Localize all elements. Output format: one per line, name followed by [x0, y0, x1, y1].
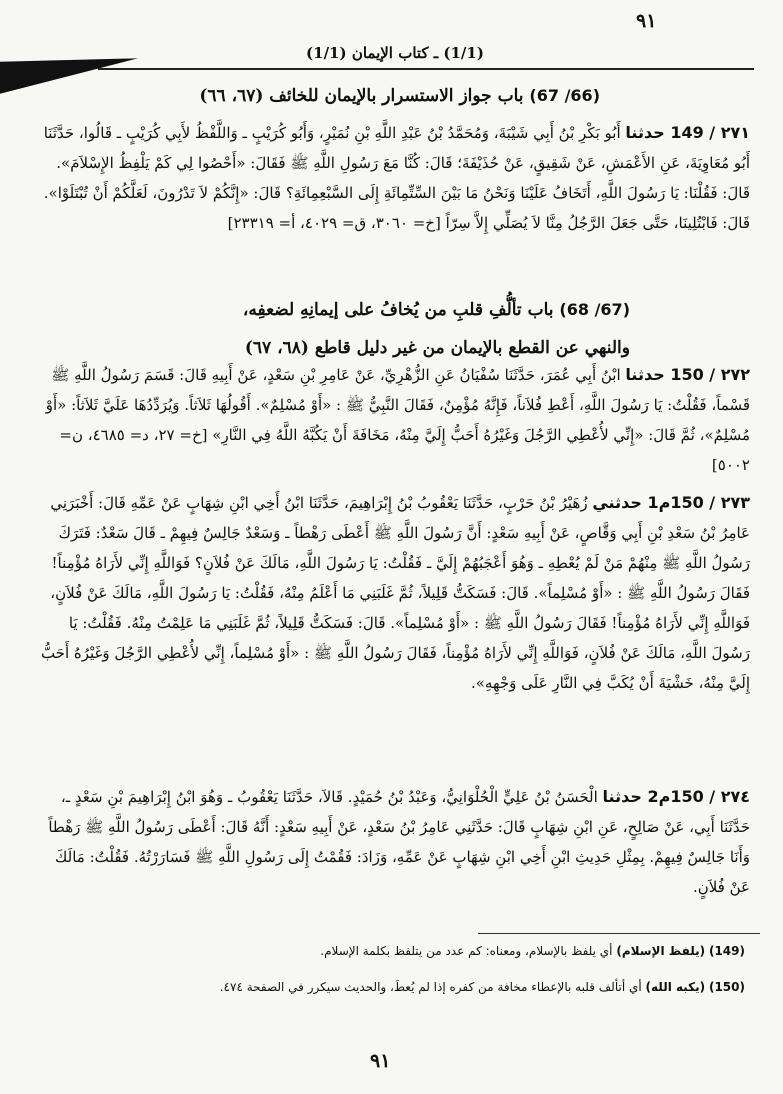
- hadith-label: ٢٧٤ / 150م2 حدثنا: [602, 787, 750, 806]
- header-rule: [98, 68, 754, 70]
- hadith-text: زُهَيْرُ بْنُ حَرْبٍ، حَدَّثَنَا يَعْقُوبُ بْنُ إِبْرَاهِيمَ، حَدَّثَنَا ابْنُ أَخِي ابْنِ شِهَابٍ عَنْ عَمِّهِ قَالَ: أَخْبَرَنِي عَامِرُ بْنُ سَعْدِ بْنِ أَبِي وَقَّاصٍ، عَنْ أَبِيهِ سَعْدٍ: أَنَّ رَسُولَ اللَّهِ ﷺ أَعْطَى رَهْطاً ـ وَسَعْدٌ جَالِسٌ فِيهِمْ ـ قَالَ سَعْدٌ: فَتَرَكَ رَسُولُ اللَّهِ ﷺ مِنْهُمْ مَنْ لَمْ يُعْطِهِ ـ وَهُوَ أَعْجَبُهُمْ إِلَيَّ ـ فَقُلْتُ: يَا رَسُولَ اللَّهِ، مَالَكَ عَنْ فُلاَنٍ؟ فَوَاللَّهِ إِنِّي لأَرَاهُ مُؤْمِناً! فَقَالَ رَسُولُ اللَّهِ ﷺ : «أَوْ مُسْلِماً». قَالَ: فَسَكَتُّ قَلِيلاً، ثُمَّ غَلَبَنِي مَا أَعْلَمُ مِنْهُ، فَقُلْتُ: يَا رَسُولَ اللَّهِ، مَالَكَ عَنْ فُلاَنٍ، فَوَاللَّهِ إِنِّي لأَرَاهُ مُؤْمِناً! فَقَالَ رَسُولُ اللَّهِ ﷺ : «أَوْ مُسْلِماً». قَالَ: فَسَكَتُّ قَلِيلاً، ثُمَّ غَلَبَنِي مَا عَلِمْتُ مِنْهُ. فَقُلْتُ: يَا رَسُولَ اللَّهِ، مَالَكَ عَنْ فُلاَنٍ، فَوَاللَّهِ إِنِّي لأَرَاهُ مُؤْمِناً، فَقَالَ رَسُولُ اللَّهِ ﷺ : «أَوْ مُسْلِماً، إِنِّي لأُعْطِي الرَّجُلَ وَغَيْرُهُ أَحَبُّ إِلَيَّ مِنْهُ، خَشْيَةَ أَنْ يُكَبَّ فِي النَّارِ عَلَى وَجْهِهِ».: [40, 494, 750, 692]
- hadith-xref: [خ= ٣٠٦٠، ق= ٤٠٢٩، أ= ٢٣٣١٩]: [227, 214, 441, 232]
- footnote: [40, 978, 745, 996]
- page-number-bottom: ٩١: [370, 1050, 391, 1072]
- hadith-text: الْحَسَنُ بْنُ عَلِيٍّ الْحُلْوَانِيُّ، وَعَبْدُ بْنُ حُمَيْدٍ. قَالاَ، حَدَّثَنَا يَعْقُوبُ ـ وَهُوَ ابْنُ إِبْرَاهِيمَ بْنِ سَعْدٍ ـ، حَدَّثَنَا أَبِي، عَنْ صَالِحٍ، عَنِ ابْنِ شِهَابٍ قَالَ: حَدَّثَنِي عَامِرُ بْنُ سَعْدٍ، عَنْ أَبِيهِ سَعْدٍ: أَنَّهُ قَالَ: أَعْطَى رَسُولُ اللَّهِ ﷺ رَهْطاً وَأَنَا جَالِسٌ فِيهِمْ. بِمِثْلِ حَدِيثِ ابْنِ أَخِي ابْنِ شِهَابٍ عَنْ عَمِّهِ، وَزَادَ: فَقُمْتُ إِلَى رَسُولِ اللَّهِ ﷺ فَسَارَرْتُهُ. فَقُلْتُ: مَالَكَ عَنْ فُلاَنٍ.: [48, 788, 750, 896]
- hadith-label: ٢٧١ / 149 حدثنا: [625, 123, 750, 142]
- hadith-block: [40, 782, 750, 914]
- footnote-term: (يكبه الله): [645, 980, 706, 994]
- footnote-text: أي يلفظ بالإسلام، ومعناه: كم عدد من يتلفظ بكلمة الإسلام.: [320, 944, 613, 958]
- hadith-text: ابْنُ أَبِي عُمَرَ، حَدَّثَنَا سُفْيَانُ عَنِ الزُّهْرِيِّ، عَنْ عَامِرِ بْنِ سَعْدٍ، عَنْ أَبِيهِ قَالَ: قَسَمَ رَسُولُ اللَّهِ ﷺ قَسْماً، فَقُلْتُ: يَا رَسُولَ اللَّهِ، أَعْطِ فُلاَناً، فَإِنَّهُ مُؤْمِنٌ، فَقَالَ النَّبِيُّ ﷺ : «أَوْ مُسْلِمٌ». أَقُولُهَا ثَلاَثاً. وَيُرَدِّدُهَا عَلَيَّ ثَلاَثاً: «أَوْ مُسْلِمٌ»، ثُمَّ قَالَ: «إِنِّي لأُعْطِي الرَّجُلَ وَغَيْرُهُ أَحَبُّ إِلَيَّ مِنْهُ، مَخَافَةَ أَنْ يَكُبَّهُ اللَّهُ فِي النَّارِ»: [45, 366, 750, 444]
- hadith-block: [40, 118, 750, 290]
- chapter-heading-1: [150, 86, 600, 106]
- chapter-title: باب تألُّفِ قلبِ من يُخافُ على إيمانِهِ لضعفِه،: [242, 300, 554, 320]
- chapter-ref: (٦٨، ٦٧): [244, 338, 309, 358]
- chapter-heading-2-cont: [120, 338, 630, 358]
- chapter-title: والنهي عن القطع بالإيمان من غير دليل قاطع: [314, 338, 630, 358]
- hadith-xref: [خ= ٢٧، د= ٤٦٨٥، ن= ٥٠٠٢]: [59, 426, 750, 474]
- hadith-text: أَبُو بَكْرِ بْنُ أَبِي شَيْبَةَ، وَمُحَمَّدُ بْنُ عَبْدِ اللَّهِ بْنِ نُمَيْرٍ، وَأَبُو كُرَيْبٍ ـ وَاللَّفْظُ لأَبِي كُرَيْبٍ ـ قَالُوا، حَدَّثَنَا أَبُو مُعَاوِيَةَ، عَنِ الأَعْمَشِ، عَنْ شَقِيقٍ، عَنْ حُذَيْفَةَ؛ قَالَ: كُنَّا مَعَ رَسُولِ اللَّهِ ﷺ فَقَالَ: «أَحْصُوا لِي كَمْ يَلْفِظُ الإِسْلاَمَ». قَالَ: فَقُلْنَا: يَا رَسُولَ اللَّهِ، أَتَخَافُ عَلَيْنَا وَنَحْنُ مَا بَيْنَ السِّتِّمِائَةِ إِلَى السَّبْعِمِائَةِ؟ قَالَ: «إِنَّكُمْ لاَ تَدْرُونَ، لَعَلَّكُمْ أَنْ تُبْتَلَوْا». قَالَ: فَابْتُلِينَا، حَتَّى جَعَلَ الرَّجُلُ مِنَّا لاَ يُصَلِّي إِلاَّ سِرّاً: [43, 124, 750, 232]
- footnote: [40, 942, 745, 960]
- footnote-text: أي أتألف قلبه بالإعطاء مخافة من كفره إذا لم يُعطَ، والحديث سيكرر في الصفحة ٤٧٤.: [219, 980, 642, 994]
- footnote-mark: (150): [708, 980, 745, 994]
- hadith-label: ٢٧٣ / 150م1 حدثني: [592, 493, 750, 512]
- footnote-term: (يلفظ الإسلام): [616, 944, 706, 958]
- hadith-block: [40, 360, 750, 486]
- chapter-number: (67/ 68): [559, 300, 630, 319]
- chapter-ref: (٦٧، ٦٦): [199, 86, 264, 106]
- chapter-heading-2: [150, 300, 630, 320]
- chapter-number: (66/ 67): [529, 86, 600, 105]
- footnote-mark: (149): [708, 944, 745, 958]
- page-number-top: ٩١: [636, 10, 657, 32]
- footnote-rule: [478, 933, 760, 934]
- hadith-label: ٢٧٢ / 150 حدثنا: [625, 365, 750, 384]
- chapter-title: باب جواز الاستسرار بالإيمان للخائف: [269, 86, 524, 106]
- hadith-block: [40, 488, 750, 780]
- running-head: (1/1) ـ كتاب الإيمان (1/1): [306, 44, 484, 62]
